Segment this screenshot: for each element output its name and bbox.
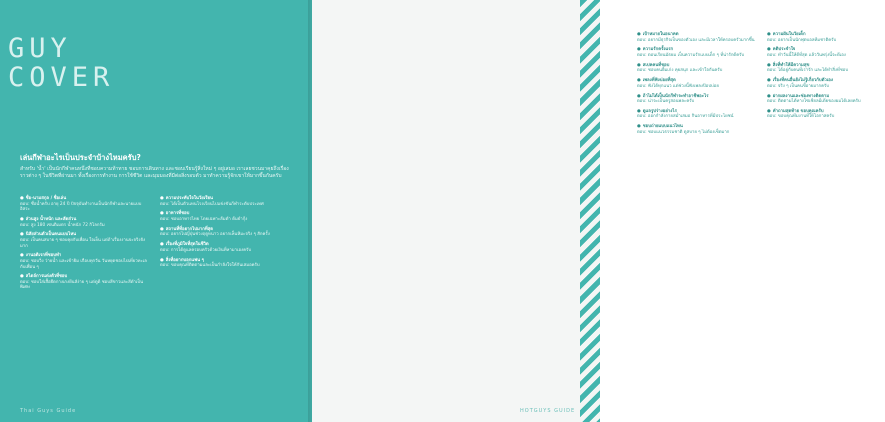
bullet-icon: ● bbox=[20, 253, 24, 259]
answer-text: ตอบ: ได้เป็นตัวแทนโรงเรียนไปแข่งขันกีฬาระดับประเทศ bbox=[160, 201, 264, 207]
bullet-icon: ● bbox=[637, 93, 641, 99]
bullet-icon: ● bbox=[20, 196, 24, 201]
answer-text: ตอบ: ชอบแนวธรรมชาติ ดูสบาย ๆ ไม่ต้องเซ็ตมาก bbox=[637, 129, 730, 135]
right-column-1 bbox=[637, 32, 755, 140]
qa-item bbox=[637, 32, 755, 43]
qa-item bbox=[637, 78, 755, 89]
answer-text: ตอบ: เป็นคนสบาย ๆ ชอบคุยกับเพื่อน ใจเย็น แต่ถ้าเรื่องงานจะจริงจังมาก bbox=[20, 237, 146, 249]
question-text: เป้าหมายในอนาคต bbox=[642, 32, 679, 37]
question-text: เรื่องที่คนอื่นยังไม่รู้เกี่ยวกับตัวเอง bbox=[772, 78, 833, 84]
question-text: ความรักครั้งแรก bbox=[642, 47, 674, 53]
left-column-1 bbox=[20, 196, 148, 295]
bullet-icon: ● bbox=[637, 124, 641, 130]
answer-text: ตอบ: ชื่อน้ำครับ อายุ 24 ปี ปัจจุบันทำงานเป็นนักกีฬาและนายแบบอิสระ bbox=[20, 201, 142, 213]
bullet-icon: ● bbox=[160, 196, 164, 201]
answer-text: ตอบ: ชอบคนยิ้มเก่ง คุยสนุก และเข้าใจกันครับ bbox=[637, 68, 723, 74]
title-line-2: COVER bbox=[8, 62, 115, 93]
answer-text: ตอบ: ชอบอาหารไทย โดยเฉพาะส้มตำ ต้มยำกุ้ง bbox=[160, 216, 248, 222]
question-text: งานอดิเรกที่ชอบทำ bbox=[25, 253, 62, 259]
bullet-icon: ● bbox=[637, 62, 641, 68]
answer-text: ตอบ: จริง ๆ เป็นคนขี้อายมากครับ bbox=[767, 83, 830, 89]
bullet-icon: ● bbox=[637, 108, 641, 114]
answer-text: ตอบ: ออกกำลังกายสม่ำเสมอ กินอาหารที่มีประโยชน์ bbox=[637, 114, 734, 120]
bullet-icon: ● bbox=[637, 32, 641, 37]
qa-item bbox=[767, 47, 885, 58]
question-text: สิ่งที่อยากบอกแฟน ๆ bbox=[165, 257, 204, 263]
bullet-icon: ● bbox=[20, 232, 24, 238]
question-text: ดูแลรูปร่างอย่างไร bbox=[642, 108, 677, 114]
bullet-icon: ● bbox=[767, 32, 771, 37]
qa-item bbox=[20, 253, 148, 270]
question-text: นิสัยส่วนตัวเป็นคนแบบไหน bbox=[25, 232, 77, 238]
question-text: เรื่องที่ภูมิใจที่สุดในชีวิต bbox=[165, 242, 209, 248]
footer-left: Thai Guys Guide bbox=[20, 408, 77, 414]
page-title bbox=[8, 34, 114, 92]
bullet-icon: ● bbox=[767, 62, 771, 68]
question-text: อาหารที่ชอบ bbox=[165, 211, 190, 217]
left-page bbox=[0, 0, 312, 422]
question-text: ชื่อ-นามสกุล / ชื่อเล่น bbox=[25, 196, 67, 201]
bullet-icon: ● bbox=[767, 93, 771, 99]
striped-edge bbox=[580, 0, 600, 422]
bullet-icon: ● bbox=[637, 78, 641, 84]
answer-text: ตอบ: อยากเป็นนักฟุตบอลทีมชาติครับ bbox=[767, 37, 837, 43]
answer-text: ตอบ: ทำวันนี้ให้ดีที่สุด แล้ววันพรุ่งนี้จะดีเอง bbox=[767, 52, 846, 58]
question-text: ถ้าไม่ได้เป็นนักกีฬาจะทำอาชีพอะไร bbox=[642, 93, 709, 99]
bullet-icon: ● bbox=[160, 226, 164, 232]
bullet-icon: ● bbox=[20, 216, 24, 222]
qa-item bbox=[20, 217, 148, 228]
question-text: เพลงที่ฟังบ่อยที่สุด bbox=[642, 78, 676, 84]
footer-right: HOTGUYS GUIDE bbox=[520, 408, 576, 414]
question-text: คติประจำใจ bbox=[772, 47, 796, 53]
bullet-icon: ● bbox=[767, 78, 771, 84]
qa-item bbox=[637, 124, 755, 135]
answer-text: ตอบ: การได้ดูแลครอบครัวด้วยเงินที่หามาเองครับ bbox=[160, 247, 252, 253]
question-text: ความประทับใจในวัยเรียน bbox=[165, 196, 213, 201]
section-heading: เล่นกีฬาอะไรเป็นประจำบ้างไหมครับ? bbox=[20, 153, 141, 162]
qa-item bbox=[160, 227, 292, 238]
question-text: ส่วนสูง น้ำหนัก และสัดส่วน bbox=[25, 216, 77, 222]
bullet-icon: ● bbox=[20, 274, 24, 280]
bullet-icon: ● bbox=[160, 257, 164, 263]
left-column-2 bbox=[160, 196, 292, 273]
answer-text: ตอบ: ได้อยู่กับคนที่เรารัก และได้ทำสิ่งที่ชอบ bbox=[767, 68, 849, 74]
qa-item bbox=[20, 232, 148, 249]
title-line-1: GUY bbox=[8, 33, 72, 64]
question-text: ฝากผลงานและช่องทางติดตาม bbox=[772, 93, 830, 99]
answer-text: ตอบ: สูง 180 เซนติเมตร น้ำหนัก 72 กิโลกรัม bbox=[20, 222, 105, 228]
qa-item bbox=[160, 211, 292, 222]
right-column-2 bbox=[767, 32, 885, 124]
answer-text: ตอบ: อยากไปญี่ปุ่นช่วงฤดูหนาว อยากเห็นหิมะจริง ๆ สักครั้ง bbox=[160, 232, 270, 238]
question-text: สิ่งที่ทำให้มีความสุข bbox=[772, 62, 810, 68]
bullet-icon: ● bbox=[767, 47, 771, 53]
right-page bbox=[312, 0, 861, 422]
qa-item bbox=[637, 109, 755, 120]
answer-text: ตอบ: น่าจะเป็นครูสอนพละครับ bbox=[637, 99, 695, 105]
question-text: สไตล์การแต่งตัวที่ชอบ bbox=[25, 274, 68, 280]
answer-text: ตอบ: ติดตามได้ทางโซเชียลมีเดียของผมได้เลยครับ bbox=[767, 99, 861, 105]
question-text: สถานที่ที่อยากไปมากที่สุด bbox=[165, 226, 214, 232]
intro-paragraph: สำหรับ 'น้ำ' เป็นนักกีฬาคนหนึ่งที่ชอบความท้าทาย ชอบการเดินทาง และชอบเรียนรู้สิ่งใหม่ ๆ อยู่เสมอ เราเลยชวนมาคุยถึงเรื่องราวต่าง ๆ ในชีวิตที่ผ่านมา ทั้งเรื่องการทำงาน การใช้ชีวิต และมุมมองที่มีต่อสิ่งรอบตัว มาทำความรู้จักเขาให้มากขึ้นกันครับ bbox=[20, 166, 289, 179]
bullet-icon: ● bbox=[160, 242, 164, 248]
qa-item bbox=[160, 258, 292, 269]
answer-text: ตอบ: อยากมีธุรกิจเป็นของตัวเอง และมีเวลาให้ครอบครัวมากขึ้น bbox=[637, 37, 755, 43]
answer-text: ตอบ: ขอบคุณทีมงานที่ให้โอกาสครับ bbox=[767, 114, 835, 120]
qa-item bbox=[160, 196, 292, 207]
qa-item bbox=[20, 196, 148, 213]
qa-item bbox=[637, 94, 755, 105]
qa-item bbox=[160, 242, 292, 253]
qa-item bbox=[767, 78, 885, 89]
answer-text: ตอบ: ตอนเรียนมัธยม เป็นความรักแบบเด็ก ๆ ที่น่ารักดีครับ bbox=[637, 52, 745, 58]
qa-item bbox=[20, 274, 148, 291]
qa-item bbox=[767, 32, 885, 43]
qa-item bbox=[767, 63, 885, 74]
question-text: สเปคคนที่ชอบ bbox=[642, 62, 670, 68]
qa-item bbox=[767, 109, 885, 120]
qa-item bbox=[767, 94, 885, 105]
question-text: ชอบถ่ายแบบแนวไหน bbox=[642, 124, 683, 130]
qa-item bbox=[637, 63, 755, 74]
bullet-icon: ● bbox=[160, 211, 164, 217]
answer-text: ตอบ: ชอบใส่เสื้อยืดกางเกงยีนส์ง่าย ๆ แต่ดูดี ชอบสีขาวและสีดำเป็นพิเศษ bbox=[20, 279, 144, 291]
bullet-icon: ● bbox=[767, 108, 771, 114]
answer-text: ตอบ: ฟังได้ทุกแนว แต่ช่วงนี้ฟังเพลงป๊อปบ่อย bbox=[637, 83, 719, 89]
qa-item bbox=[637, 47, 755, 58]
question-text: ความฝันในวัยเด็ก bbox=[772, 32, 806, 37]
answer-text: ตอบ: ขอบคุณที่ติดตามและเป็นกำลังใจให้กันเสมอครับ bbox=[160, 263, 260, 269]
bullet-icon: ● bbox=[637, 47, 641, 53]
question-text: คำถามสุดท้าย ขอบคุณครับ bbox=[772, 108, 824, 114]
answer-text: ตอบ: ชอบวิ่ง ว่ายน้ำ และเข้ายิม เกือบทุกวัน วันหยุดชอบไปเที่ยวทะเลกับเพื่อน ๆ bbox=[20, 258, 147, 270]
